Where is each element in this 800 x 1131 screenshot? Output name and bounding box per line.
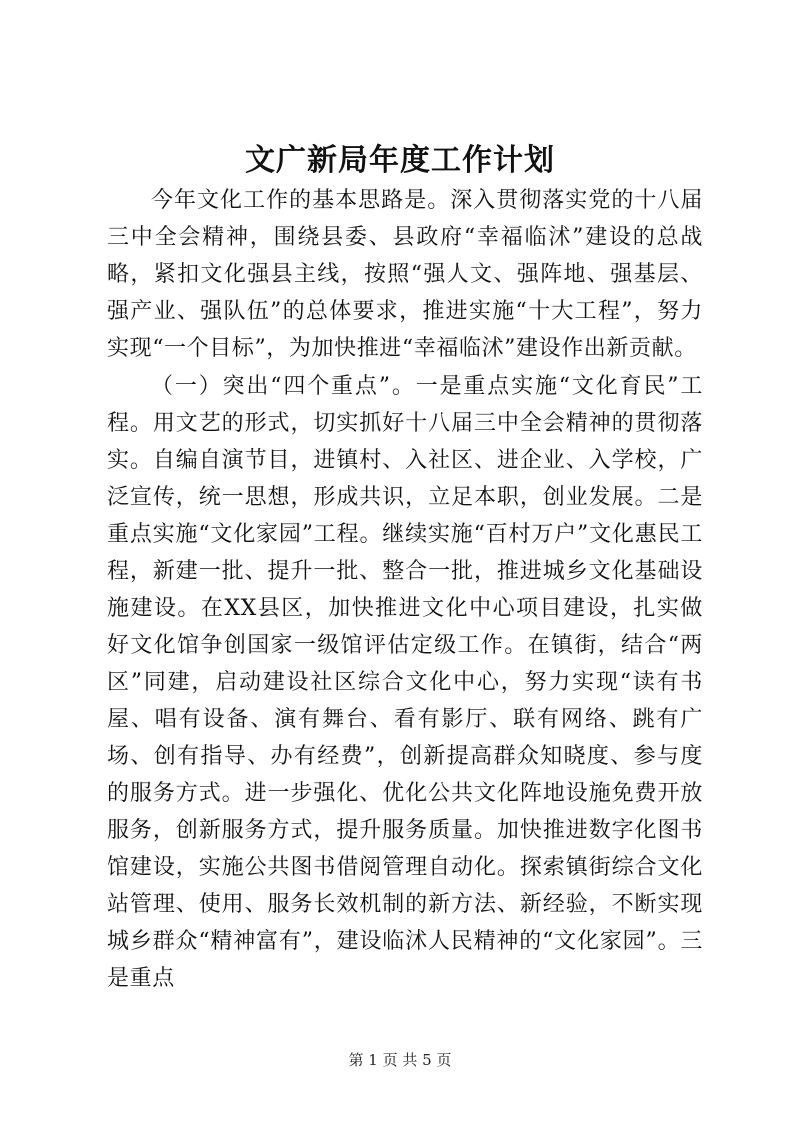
page-number-label: 第 1 页 共 5 页: [348, 1051, 452, 1069]
paragraph-four-focuses: （一）突出“四个重点”。一是重点实施“文化育民”工程。用文艺的形式，切实抓好十八届三中全会精神的贯彻落实。自编自演节目，进镇村、入社区、进企业、入学校，广泛宣传，统一思想，形成共识，立足本职，创业发展。二是重点实施“文化家园”工程。继续实施“百村万户”文化惠民工程，新建一批、提升一批、整合一批，推进城乡文化基础设施建设。在XX县区，加快推进文化中心项目建设，扎实做好文化馆争创国家一级馆评估定级工作。在镇街，结合“两区”同建，启动建设社区综合文化中心，努力实现“读有书屋、唱有设备、演有舞台、看有影厅、联有网络、跳有广场、创有指导、办有经费”，创新提高群众知晓度、参与度的服务方式。进一步强化、优化公共文化阵地设施免费开放服务，创新服务方式，提升服务质量。加快推进数字化图书馆建设，实施公共图书借阅管理自动化。探索镇街综合文化站管理、使用、服务长效机制的新方法、新经验，不断实现城乡群众“精神富有”，建设临沭人民精神的“文化家园”。三是重点: [107, 374, 703, 991]
document-title: 文广新局年度工作计划: [245, 143, 555, 178]
paragraph-intro: 今年文化工作的基本思路是。深入贯彻落实党的十八届三中全会精神，围绕县委、县政府“幸福临沭”建设的总战略，紧扣文化强县主线，按照“强人文、强阵地、强基层、强产业、强队伍”的总体要求，推进实施“十大工程”，努力实现“一个目标”，为加快推进“幸福临沭”建设作出新贡献。: [107, 188, 703, 361]
document-body: [107, 182, 703, 997]
page-footer: [0, 1050, 800, 1070]
